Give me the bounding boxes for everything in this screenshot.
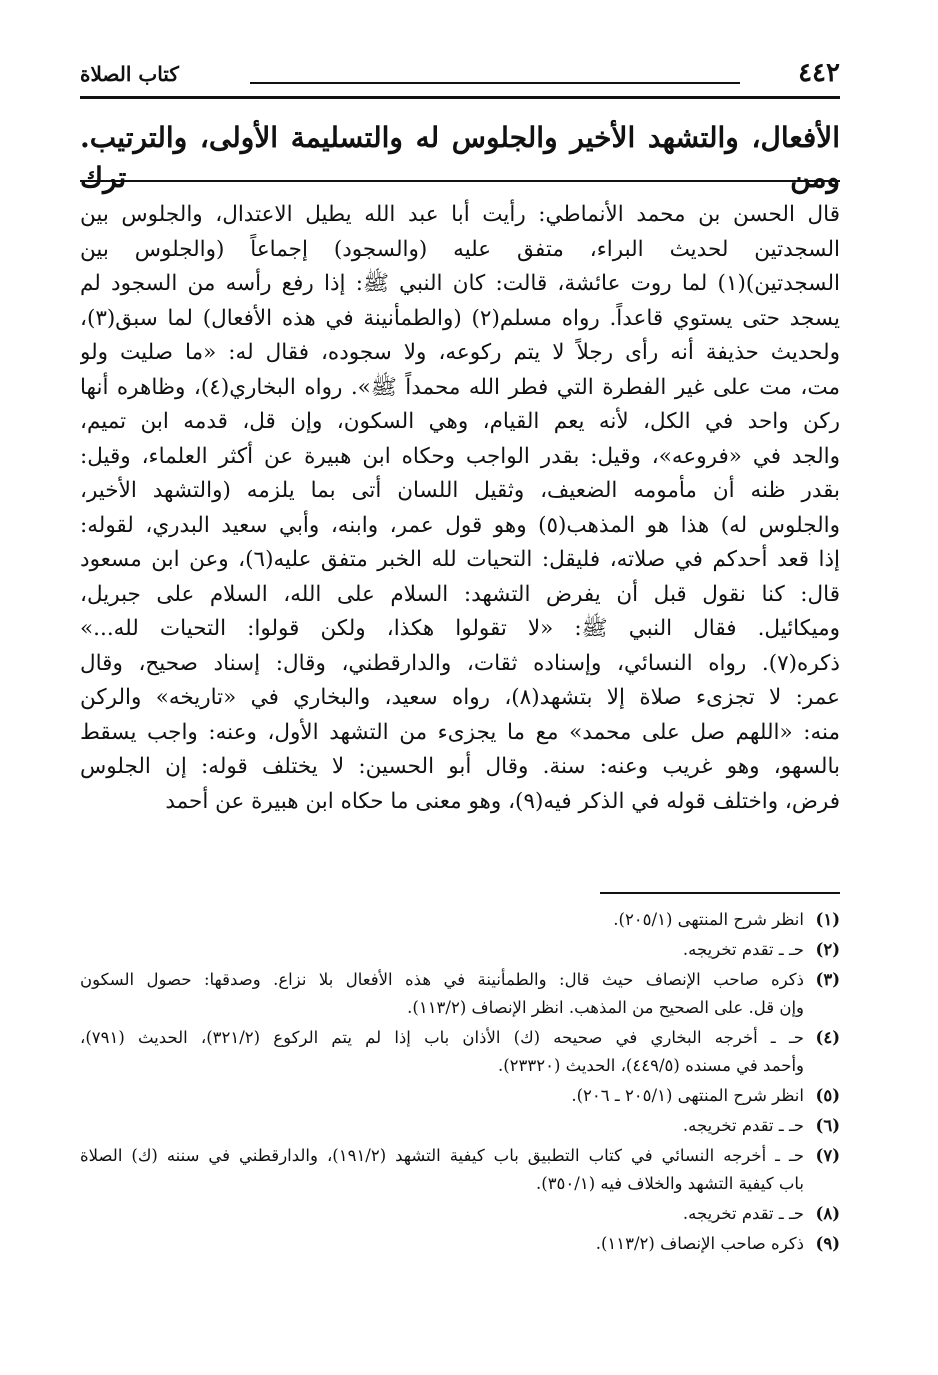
footnote-line: وإن قل. على الصحيح من المذهب. انظر الإنصاف (١١٣/٢). [407,998,804,1017]
footnote [80,1230,840,1258]
header-divider [250,82,740,84]
footnote-line: حـ ـ تقدم تخريجه. [682,1116,804,1135]
footnote [80,1142,840,1198]
commentary-line: السجدتين لحديث البراء، متفق عليه (والسجود) إجماعاً (والجلوس بين [80,236,840,262]
commentary-line: عمر: لا تجزىء صلاة إلا بتشهد(٨)، رواه سعيد، والبخاري في «تاريخه» والركن [80,685,840,710]
footnote-rule [600,892,840,894]
footnote [80,936,840,964]
footnote-number: (٧) [815,1146,840,1165]
commentary-line: بالسهو، وهو غريب وعنه: سنة. وقال أبو الحسين: لا يختلف قوله: إن الجلوس [80,754,840,779]
commentary-line: بقدر ظنه أن مأمومه الضعيف، وثقيل اللسان أتى بما يلزمه (والتشهد الأخير، [80,478,840,503]
commentary-line: قال: كنا نقول قبل أن يفرض التشهد: السلام على الله، السلام على جبريل، [80,581,840,607]
footnote [80,1082,840,1110]
footnote-number: (٤) [815,1028,840,1047]
footnotes [80,906,840,1260]
footnote-number: (١) [815,910,840,929]
footnote [80,966,840,1022]
footnote-number: (٨) [815,1204,840,1223]
page-header [80,56,840,92]
footnote-line: انظر شرح المنتهى (٢٠٥/١). [613,910,804,929]
footnote-line: حـ ـ أخرجه البخاري في صحيحه (ك) الأذان باب إذا لم يتم الركوع (٣٢١/٢)، الحديث (٧٩١)، [80,1028,804,1047]
commentary-line: والجد في «فروعه»، وقيل: بقدر الواجب وحكاه ابن هبيرة عن أكثر العلماء، وقيل: [80,443,840,469]
commentary-line: وميكائيل. فقال النبي ﷺ: «لا تقولوا هكذا، ولكن قولوا: التحيات لله...» [80,616,840,641]
commentary-line: يسجد حتى يستوي قاعداً. رواه مسلم(٢) (والطمأنينة في هذه الأفعال) لما سبق(٣)، [80,305,840,331]
main-text: الأفعال، والتشهد الأخير والجلوس له والتسليمة الأولى، والترتيب. ومن ترك [80,121,840,194]
commentary-line: ذكره(٧). رواه النسائي، وإسناده ثقات، والدارقطني، وقال: إسناد صحيح، وقال [80,650,840,676]
commentary-line: السجدتين)(١) لما روت عائشة، قالت: كان النبي ﷺ: إذا رفع رأسه من السجود لم [80,271,840,296]
commentary-line: إذا قعد أحدكم في صلاته، فليقل: التحيات لله الخبر متفق عليه(٦)، وعن ابن مسعود [80,547,840,572]
footnote-line: وأحمد في مسنده (٤٤٩/٥)، الحديث (٢٣٣٢٠). [497,1056,804,1075]
commentary-line: ولحديث حذيفة أنه رأى رجلاً لا يتم ركوعه، ولا سجوده، فقال له: «ما صليت ولو [80,340,840,365]
commentary-line: مت، مت على غير الفطرة التي فطر الله محمداً ﷺ». رواه البخاري(٤)، وظاهره أنها [80,374,840,400]
header-rule [80,96,840,99]
commentary-line: ركن واحد في الكل، لأنه يعم القيام، وهي السكون، وإن قل، قدمه ابن تميم، [80,409,840,434]
commentary-line: قال الحسن بن محمد الأنماطي: رأيت أبا عبد الله يطيل الاعتدال، والجلوس بين [80,202,840,227]
main-text-rule [80,180,840,182]
footnote-line: حـ ـ تقدم تخريجه. [682,940,804,959]
footnote-number: (٥) [815,1086,840,1105]
commentary-line: منه: «اللهم صل على محمد» مع ما يجزىء من التشهد الأول، وعنه: واجب يسقط [80,719,840,745]
footnote-number: (٣) [815,970,840,989]
commentary-line: والجلوس له) هذا هو المذهب(٥) وهو قول عمر، وابنه، وأبي سعيد البدري، لقوله: [80,512,840,538]
footnote-number: (٩) [815,1234,840,1253]
footnote-line: حـ ـ تقدم تخريجه. [682,1204,804,1223]
footnote-number: (٢) [815,940,840,959]
footnote-line: حـ ـ أخرجه النسائي في كتاب التطبيق باب كيفية التشهد (١٩١/٢)، والدارقطني في سننه (ك) الصلاة [80,1146,804,1165]
commentary-line: فرض، واختلف قوله في الذكر فيه(٩)، وهو معنى ما حكاه ابن هبيرة عن أحمد [165,788,840,814]
footnote [80,1200,840,1228]
footnote [80,906,840,934]
footnote-line: انظر شرح المنتهى (٢٠٥/١ ـ ٢٠٦). [571,1086,804,1105]
footnote-line: ذكره صاحب الإنصاف حيث قال: والطمأنينة في هذه الأفعال بلا نزاع. وصدقها: حصول السكون [80,970,804,989]
commentary [80,198,840,819]
footnote [80,1024,840,1080]
page-number: ٤٤٢ [798,58,840,88]
footnote-line: باب كيفية التشهد والخلاف فيه (٣٥٠/١). [536,1174,804,1193]
footnote-line: ذكره صاحب الإنصاف (١١٣/٢). [595,1234,804,1253]
footnote-number: (٦) [815,1116,840,1135]
footnote [80,1112,840,1140]
book-title: كتاب الصلاة [80,62,179,86]
